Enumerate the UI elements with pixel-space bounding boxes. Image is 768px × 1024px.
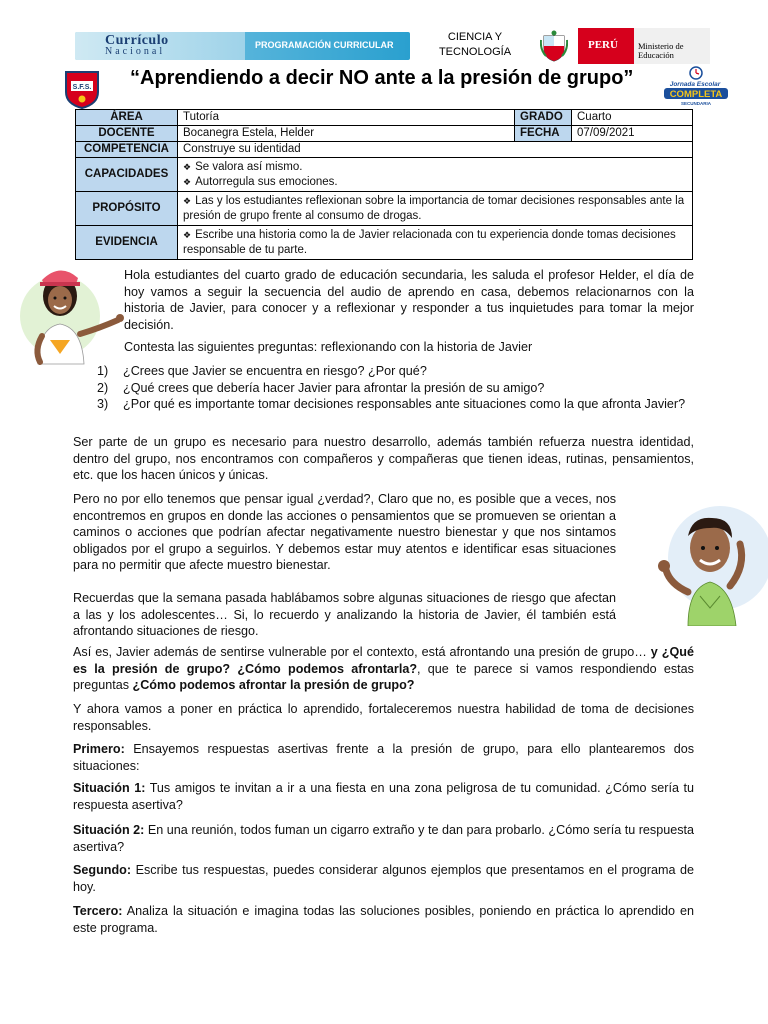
ministerio-block <box>634 28 710 64</box>
question-text: ¿Crees que Javier se encuentra en riesgo? ¿Por qué? <box>123 364 427 378</box>
jornada-escolar-completa-logo <box>658 66 732 106</box>
school-badge-text: S.F.S. <box>72 84 92 91</box>
table-row <box>76 158 693 192</box>
curriculo-nacional-banner <box>75 32 410 60</box>
list-item <box>97 396 694 413</box>
ministerio-line2: Educación <box>638 50 674 60</box>
situacion-1-text: Tus amigos te invitan a ir a una fiesta en una zona peligrosa de tu comunidad. ¿Cómo sería tu respuesta asertiva? <box>73 781 695 812</box>
capacidad-item: ❖ Autorregula sus emociones. <box>183 175 687 190</box>
tercero-label: Tercero: <box>73 904 123 918</box>
proposito-text: ❖ Las y los estudiantes reflexionan sobre la importancia de tomar decisiones responsables ante la presión de grupo frente al consumo de drogas. <box>183 194 687 224</box>
area-heading-line1: CIENCIA Y <box>447 31 503 43</box>
capacidades-value <box>178 158 693 192</box>
fecha-label: FECHA <box>515 126 572 142</box>
girl-student-illustration <box>20 258 125 368</box>
curriculo-title: Currículo <box>105 33 169 48</box>
programacion-curricular-label: PROGRAMACIÓN CURRICULAR <box>255 40 394 50</box>
paragraph-pensar: Pero no por ello tenemos que pensar igual ¿verdad?, Claro que no, es posible que a veces, nos encontremos en grupos en donde las acciones o pensamientos que se promueven se orientan a caminos o acciones que podrían afectar negativamente nuestro bienestar y que nos sintamos obligados por el grupo a seguirlos. Y debemos estar muy atentos e identificar esas situaciones para no permitir que afecte muestro bienestar. <box>73 492 616 572</box>
ministerio-label <box>638 42 684 60</box>
paragraph-situacion-2 <box>73 822 694 855</box>
grado-value: Cuarto <box>572 110 693 126</box>
boy-student-illustration <box>648 496 768 626</box>
jornada-line3: SECUNDARIA <box>680 101 712 106</box>
paragraph-segundo <box>73 862 694 895</box>
curriculo-subtitle: Nacional <box>105 46 166 57</box>
question-number: 3) <box>97 397 109 411</box>
paragraph-practica: Y ahora vamos a poner en práctica lo aprendido, fortaleceremos nuestra habilidad de toma de decisiones responsables. <box>73 702 694 733</box>
paragraph-situacion-1 <box>73 780 694 813</box>
proposito-label: PROPÓSITO <box>76 192 178 226</box>
jornada-line2: COMPLETA <box>669 89 723 100</box>
grado-label: GRADO <box>515 110 572 126</box>
question-number: 2) <box>97 380 109 395</box>
proposito-value <box>178 192 693 226</box>
page-header <box>0 0 768 70</box>
paragraph-presion <box>73 644 694 694</box>
school-badge-icon <box>62 68 102 110</box>
presion-question-b: ¿Cómo podemos afrontar la presión de grupo? <box>132 678 415 692</box>
paragraph-tercero <box>73 903 694 936</box>
segundo-label: Segundo: <box>73 863 132 877</box>
paragraph-recuerdas: Recuerdas que la semana pasada hablábamos sobre algunas situaciones de riesgo que afectan a las y los adolescentes… Si, lo recuerdo y analizando la historia de Javier, él también está afrontando situaciones de riesgo. <box>73 591 616 638</box>
area-heading-line2: TECNOLOGÍA <box>438 46 512 58</box>
intro-paragraph: Hola estudiantes del cuarto grado de educación secundaria, les saluda el profesor Helder, el día de hoy vamos a seguir la secuencia del audio de aprendo en casa, debemos relacionarnos con la historia de Javier, para conocer y a reflexionar y responder a tus inquietudes para tomar la mejor decisión. <box>124 268 694 332</box>
evidencia-label: EVIDENCIA <box>76 226 178 260</box>
area-label: ÁREA <box>76 110 178 126</box>
presion-text-c: , que te parece si vamos respondiendo estas preguntas <box>73 661 694 692</box>
table-row <box>76 126 693 142</box>
question-text: ¿Qué crees que debería hacer Javier para afrontar la presión de su amigo? <box>123 380 545 395</box>
fecha-value: 07/09/2021 <box>572 126 693 142</box>
peru-coat-of-arms-icon <box>540 30 568 62</box>
table-row <box>76 226 693 260</box>
presion-text-a: Así es, Javier además de sentirse vulnerable por el contexto, está afrontando una presión de grupo… <box>73 645 651 659</box>
area-value: Tutoría <box>178 110 515 126</box>
question-text: ¿Por qué es importante tomar decisiones responsables ante situaciones como la que afronta Javier? <box>123 397 686 411</box>
evidencia-value <box>178 226 693 260</box>
primero-text: Ensayemos respuestas asertivas frente a la presión de grupo, para ello plantearemos dos situaciones: <box>73 742 694 773</box>
paragraph-primero <box>73 741 694 774</box>
competencia-value: Construye su identidad <box>178 142 693 158</box>
primero-label: Primero: <box>73 742 125 756</box>
jornada-line1: Jornada Escolar <box>669 81 721 88</box>
page-title: “Aprendiendo a decir NO ante a la presión de grupo” <box>130 67 634 89</box>
tercero-text: Analiza la situación e imagina todas las soluciones posibles, poniendo en práctica lo aprendido en este programa. <box>73 904 694 935</box>
table-row <box>76 192 693 226</box>
questions-list <box>97 363 694 413</box>
questions-heading: Contesta las siguientes preguntas: reflexionando con la historia de Javier <box>124 340 533 354</box>
session-info-table <box>75 109 693 260</box>
table-row <box>76 142 693 158</box>
minedu-logo <box>578 28 710 64</box>
list-item <box>97 363 694 380</box>
table-row <box>76 110 693 126</box>
presion-question-a: y ¿Qué es la presión de grupo? ¿Cómo podemos afrontarla? <box>73 645 694 676</box>
capacidades-label: CAPACIDADES <box>76 158 178 192</box>
docente-label: DOCENTE <box>76 126 178 142</box>
situacion-2-text: En una reunión, todos fuman un cigarro extraño y te dan para probarlo. ¿Cómo sería tu respuesta asertiva? <box>73 823 695 854</box>
peru-flag-block <box>578 28 634 64</box>
question-number: 1) <box>97 364 109 378</box>
docente-value: Bocanegra Estela, Helder <box>178 126 515 142</box>
evidencia-text: ❖ Escribe una historia como la de Javier relacionada con tu experiencia donde tomas decisiones responsable de tu parte. <box>183 228 687 258</box>
area-heading <box>435 30 515 60</box>
list-item <box>97 380 694 397</box>
competencia-label: COMPETENCIA <box>76 142 178 158</box>
capacidad-item: ❖ Se valora así mismo. <box>183 160 687 175</box>
situacion-2-label: Situación 2: <box>73 823 145 837</box>
curriculo-nacional-logo <box>75 32 245 60</box>
situacion-1-label: Situación 1: <box>73 781 146 795</box>
peru-label: PERÚ <box>588 39 618 51</box>
segundo-text: Escribe tus respuestas, puedes considerar algunos ejemplos que presentamos en el programa de hoy. <box>73 863 694 894</box>
ministerio-line1: Ministerio de <box>638 41 684 51</box>
paragraph-grupo: Ser parte de un grupo es necesario para nuestro desarrollo, además también refuerza nuestra identidad, dentro del grupo, nos encontramos con compañeros y compañeras que tienen ideas, rutinas, pensamientos, etc. que los hacen únicos y únicas. <box>73 435 694 482</box>
